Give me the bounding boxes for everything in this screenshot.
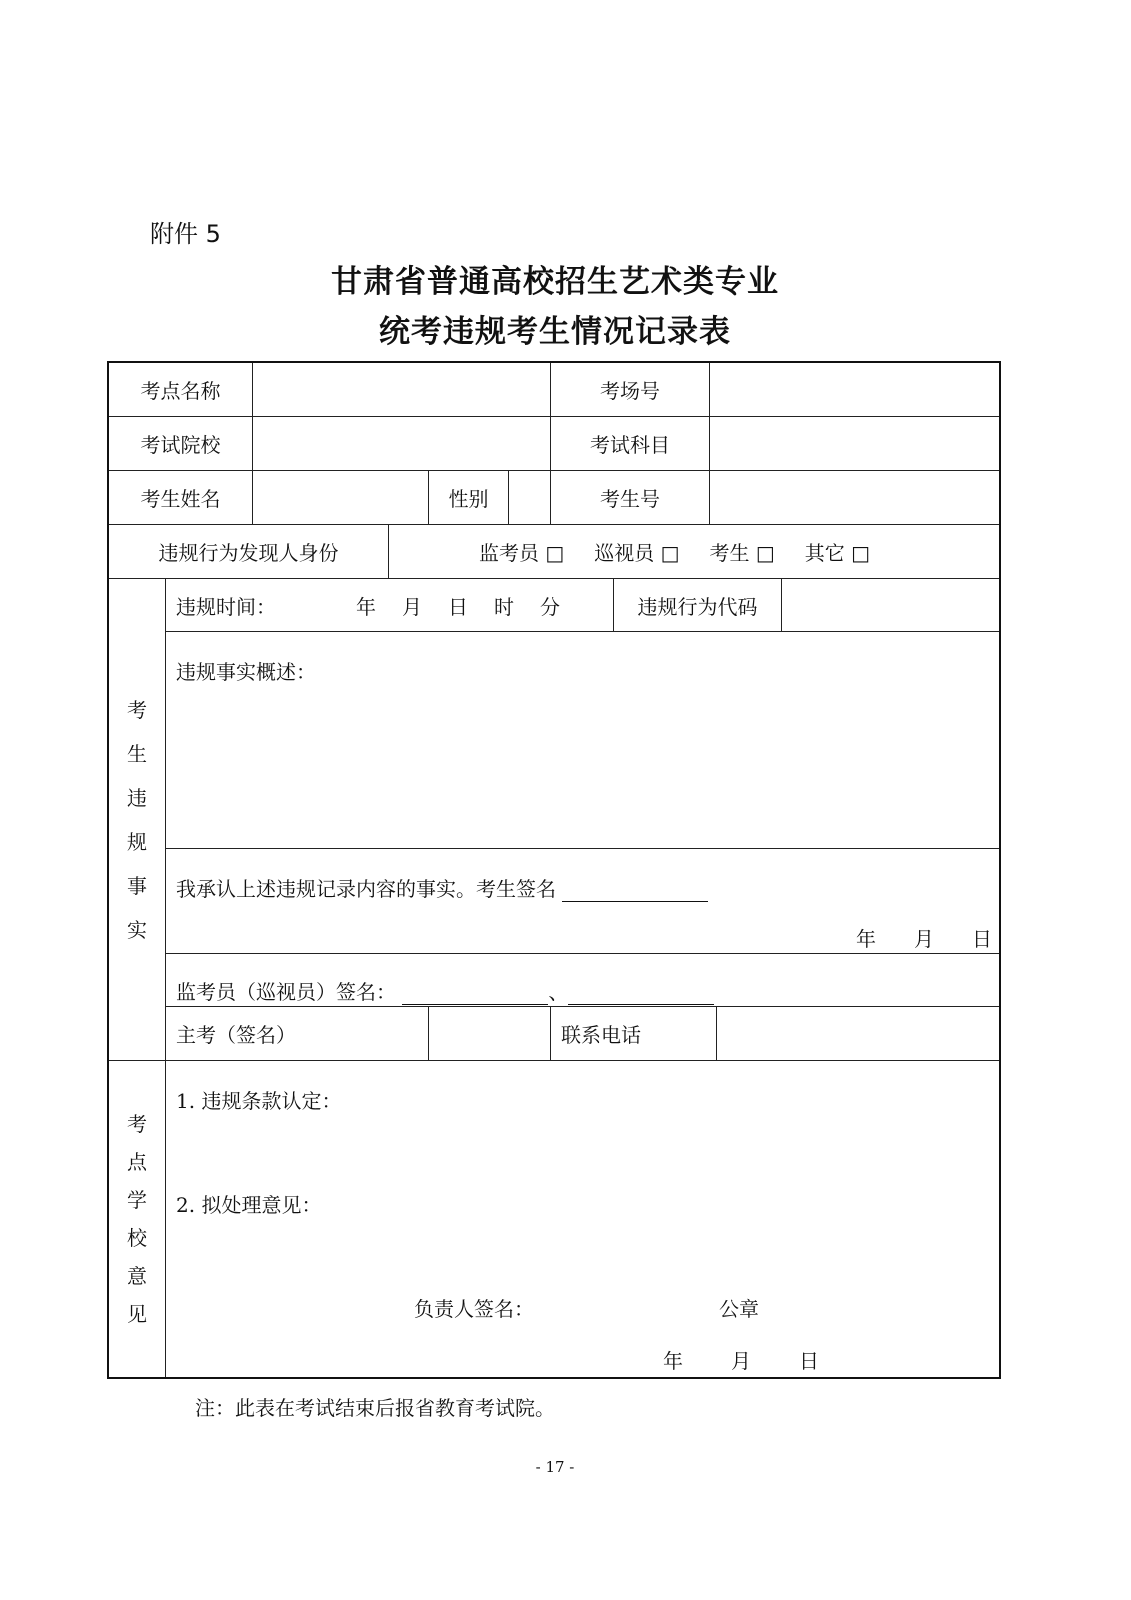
phone-field[interactable] bbox=[716, 1006, 1000, 1061]
label-site-name: 考点名称 bbox=[108, 362, 253, 417]
section-char: 违 bbox=[127, 785, 147, 810]
unit-year: 年 bbox=[663, 1349, 683, 1373]
unit-day: 日 bbox=[972, 927, 992, 951]
option-proctor[interactable]: 监考员 □ bbox=[479, 541, 565, 565]
violation-code-field[interactable] bbox=[781, 578, 1000, 632]
acknowledge-text: 我承认上述违规记录内容的事实。考生签名 bbox=[176, 877, 556, 901]
section-char: 考 bbox=[127, 697, 147, 722]
section-char: 生 bbox=[127, 741, 147, 766]
label-student-no: 考生号 bbox=[550, 470, 710, 525]
proctor-signature-line-2[interactable] bbox=[568, 984, 714, 1005]
section-char: 学 bbox=[127, 1188, 147, 1212]
violation-time-cell[interactable] bbox=[165, 578, 614, 632]
room-no-field[interactable] bbox=[709, 362, 1000, 417]
label-subject: 考试科目 bbox=[550, 416, 710, 471]
chief-sign-field[interactable] bbox=[428, 1006, 551, 1061]
student-signature-line[interactable] bbox=[562, 881, 708, 902]
facts-summary-field[interactable] bbox=[165, 631, 1000, 849]
section-char: 规 bbox=[127, 829, 147, 854]
title-line-1: 甘肃省普通高校招生艺术类专业 bbox=[331, 264, 779, 300]
unit-year: 年 bbox=[856, 927, 876, 951]
label-clause: 1. 违规条款认定： bbox=[176, 1089, 342, 1113]
unit-month: 月 bbox=[731, 1349, 751, 1373]
section-site-opinion bbox=[108, 1060, 166, 1378]
finder-options bbox=[388, 524, 1000, 579]
label-violation-code: 违规行为代码 bbox=[613, 578, 782, 632]
section-char: 实 bbox=[127, 917, 147, 942]
section-char: 意 bbox=[127, 1264, 147, 1288]
unit-month: 月 bbox=[402, 594, 422, 619]
student-name-field[interactable] bbox=[252, 470, 429, 525]
label-phone: 联系电话 bbox=[550, 1006, 717, 1061]
option-inspector[interactable]: 巡视员 □ bbox=[594, 541, 680, 565]
label-responsible-sign: 负责人签名： bbox=[414, 1297, 534, 1321]
section-char: 点 bbox=[127, 1150, 147, 1174]
gender-field[interactable] bbox=[508, 470, 551, 525]
option-student[interactable]: 考生 □ bbox=[709, 541, 775, 565]
unit-day: 日 bbox=[799, 1349, 819, 1373]
section-char: 见 bbox=[127, 1302, 147, 1326]
label-violation-time: 违规时间： bbox=[176, 594, 276, 619]
label-proctor-sign: 监考员（巡视员）签名： bbox=[176, 980, 396, 1004]
section-student-violation bbox=[108, 578, 166, 1061]
unit-month: 月 bbox=[914, 927, 934, 951]
attachment-label: 附件 5 bbox=[150, 220, 221, 248]
label-facts-summary: 违规事实概述： bbox=[176, 660, 316, 684]
subject-field[interactable] bbox=[709, 416, 1000, 471]
label-student-name: 考生姓名 bbox=[108, 470, 253, 525]
page-number: - 17 - bbox=[535, 1458, 575, 1476]
section-char: 考 bbox=[127, 1112, 147, 1136]
student-no-field[interactable] bbox=[709, 470, 1000, 525]
label-gender: 性别 bbox=[428, 470, 509, 525]
label-chief-sign: 主考（签名） bbox=[165, 1006, 429, 1061]
label-seal: 公章 bbox=[719, 1297, 759, 1321]
label-school: 考试院校 bbox=[108, 416, 253, 471]
label-room-no: 考场号 bbox=[550, 362, 710, 417]
option-other[interactable]: 其它 □ bbox=[804, 541, 871, 565]
title-line-2: 统考违规考生情况记录表 bbox=[379, 314, 731, 350]
unit-minute: 分 bbox=[540, 594, 560, 619]
unit-hour: 时 bbox=[494, 594, 514, 619]
section-char: 事 bbox=[127, 873, 147, 898]
label-finder-identity: 违规行为发现人身份 bbox=[108, 524, 389, 579]
proctor-sign-cell bbox=[165, 953, 1000, 1007]
proctor-signature-line-1[interactable] bbox=[402, 984, 548, 1005]
label-opinion: 2. 拟处理意见： bbox=[176, 1193, 322, 1217]
unit-day: 日 bbox=[448, 594, 468, 619]
footnote: 注：此表在考试结束后报省教育考试院。 bbox=[195, 1396, 555, 1420]
site-name-field[interactable] bbox=[252, 362, 551, 417]
acknowledge-cell bbox=[165, 848, 1000, 954]
unit-year: 年 bbox=[356, 594, 376, 619]
section-char: 校 bbox=[127, 1226, 147, 1250]
opinion-field[interactable] bbox=[165, 1060, 1000, 1378]
separator: 、 bbox=[548, 980, 569, 1004]
school-field[interactable] bbox=[252, 416, 551, 471]
